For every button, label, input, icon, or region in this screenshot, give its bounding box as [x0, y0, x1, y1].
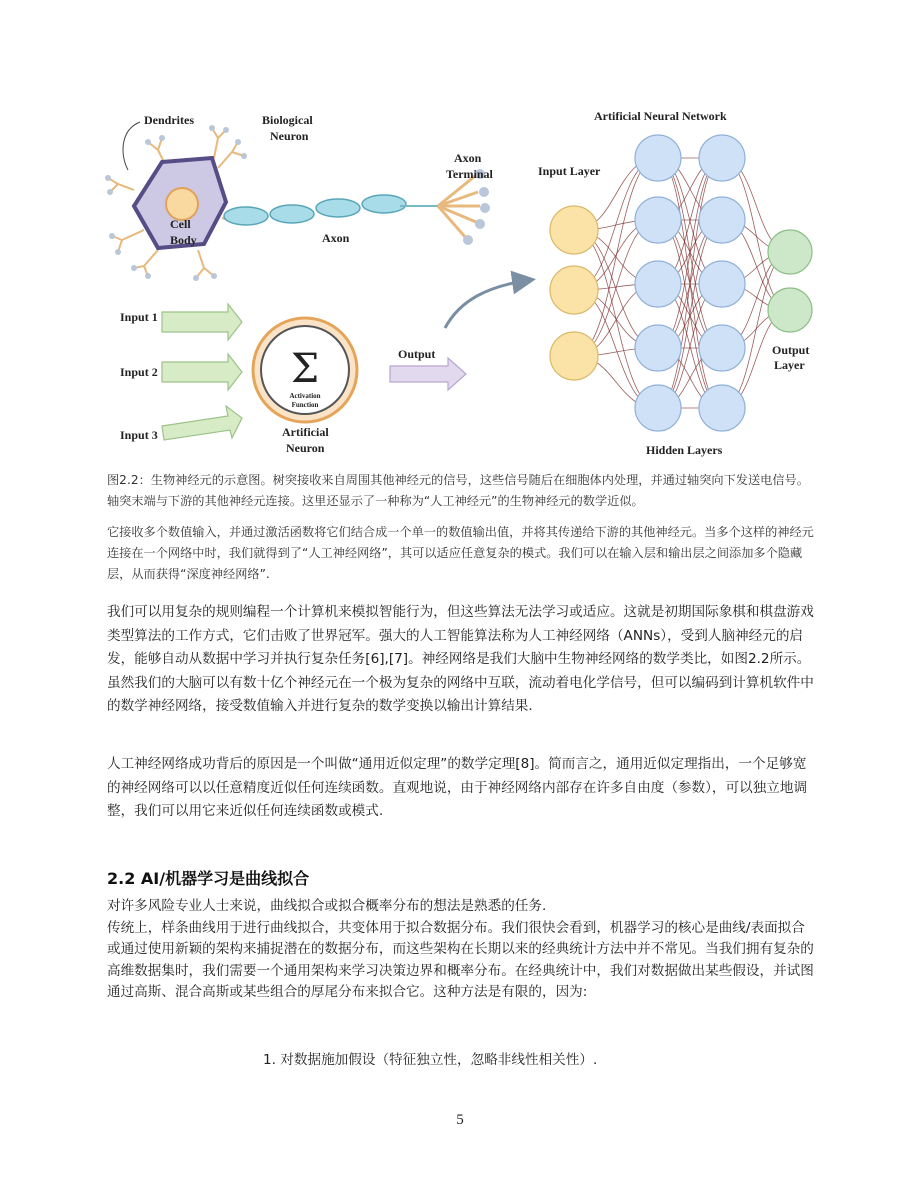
biological-neuron	[105, 113, 494, 281]
axon-segment	[224, 207, 268, 225]
hidden-node	[699, 135, 745, 181]
bio-title-1: Biological	[262, 113, 313, 127]
axon-terminal-label-2: Terminal	[446, 167, 493, 181]
curved-arrow	[445, 280, 530, 328]
axon-terminal-label-1: Axon	[454, 151, 482, 165]
output-layer-label-2: Layer	[774, 358, 805, 372]
section-heading: 2.2 AI/机器学习是曲线拟合	[107, 869, 310, 888]
paragraph-3	[107, 896, 815, 1004]
connections	[574, 158, 790, 408]
paragraph-1: 我们可以用复杂的规则编程一个计算机来模拟智能行为，但这些算法无法学习或适应。这就是初期国际象棋和棋盘游戏类型算法的工作方式，它们击败了世界冠军。强大的人工智能算法称为人工神经网络（ANNs），受到人脑神经元的启发，能够自动从数据中学习并执行复杂任务[6],[7]。神经网络是我们大脑中生物神经网络的数学类比，如图2.2所示。虽然我们的大脑可以有数十亿个神经元在一个极为复杂的网络中互联，流动着电化学信号，但可以编码到计算机软件中的数学神经网络，接受数值输入并进行复杂的数学变换以输出计算结果.	[107, 604, 814, 714]
neural-network	[538, 109, 812, 457]
caption-text: 图2.2：生物神经元的示意图。树突接收来自周围其他神经元的信号，这些信号随后在细胞体内处理，并通过轴突向下发送电信号。轴突末端与下游的其他神经元连接。这里还显示了一种称为“人工神经元”的生物神经元的数学近似。	[107, 473, 809, 508]
input-1-label: Input 1	[120, 310, 158, 324]
input-arrow-2	[162, 354, 242, 390]
neuron-diagram	[100, 100, 820, 465]
list-item: 1. 对数据施加假设（特征独立性，忽略非线性相关性）.	[263, 1052, 598, 1068]
bio-title-2: Neuron	[270, 129, 309, 143]
figure-caption	[107, 470, 817, 585]
hidden-node	[635, 135, 681, 181]
hidden-node	[699, 261, 745, 307]
cell-label-2: Body	[170, 233, 197, 247]
input-3-label: Input 3	[120, 428, 158, 442]
connection-line	[658, 158, 722, 348]
caption-text-2: 它接收多个数值输入，并通过激活函数将它们结合成一个单一的数值输出值，并将其传递给下游的其他神经元。当多个这样的神经元连接在一个网络中时，我们就得到了“人工神经网络”，其可以适应任意复杂的模式。我们可以在输入层和输出层之间添加多个隐藏层，从而获得“深度神经网络”.	[107, 525, 814, 581]
cell-label-1: Cell	[170, 217, 191, 231]
activation-label-2: Function	[291, 401, 319, 409]
neuron-figure	[100, 100, 820, 465]
hidden-node	[699, 197, 745, 243]
nucleus	[166, 188, 198, 220]
artificial-neuron-label-2: Neuron	[286, 441, 325, 455]
hidden-layers-label: Hidden Layers	[646, 443, 723, 457]
axon-segment	[270, 205, 314, 223]
nodes	[550, 135, 812, 431]
hidden-node	[635, 197, 681, 243]
input-arrow-3	[162, 406, 242, 440]
hidden-node	[699, 325, 745, 371]
activation-label-1: Activation	[289, 392, 321, 400]
page-number: 5	[456, 1112, 464, 1128]
artificial-neuron-label-1: Artificial	[282, 425, 329, 439]
hidden-node	[699, 385, 745, 431]
hidden-node	[635, 385, 681, 431]
output-layer-label-1: Output	[772, 343, 810, 357]
input-node	[550, 266, 598, 314]
artificial-neuron	[120, 280, 530, 455]
input-node	[550, 206, 598, 254]
paragraph-2: 人工神经网络成功背后的原因是一个叫做“通用近似定理”的数学定理[8]。简而言之，通用近似定理指出，一个足够宽的神经网络可以以任意精度近似任何连续函数。直观地说，由于神经网络内部存在许多自由度（参数），可以独立地调整，我们可以用它来近似任何连续函数或模式.	[107, 756, 808, 819]
paragraph-3-line-2: 传统上，样条曲线用于进行曲线拟合，共变体用于拟合数据分布。我们很快会看到，机器学习的核心是曲线/表面拟合或通过使用新颖的架构来捕捉潜在的数据分布，而这些架构在长期以来的经典统计方法中并不常见。当我们拥有复杂的高维数据集时，我们需要一个通用架构来学习决策边界和概率分布。在经典统计中，我们对数据做出某些假设，并试图通过高斯、混合高斯或某些组合的厚尾分布来拟合它。这种方法是有限的，因为:	[107, 919, 814, 1000]
sigma-symbol: Σ	[290, 346, 320, 392]
ann-title: Artificial Neural Network	[594, 109, 727, 123]
paragraph-3-line-1: 对许多风险专业人士来说，曲线拟合或拟合概率分布的想法是熟悉的任务.	[107, 898, 547, 914]
connection-line	[658, 220, 722, 408]
hidden-node	[635, 325, 681, 371]
axon-segment	[362, 195, 406, 213]
dendrites-label: Dendrites	[144, 113, 194, 127]
connection-line	[574, 158, 658, 356]
input-node	[550, 332, 598, 380]
input-2-label: Input 2	[120, 365, 158, 379]
output-arrow	[390, 358, 466, 390]
input-arrow-1	[162, 304, 242, 340]
input-layer-label: Input Layer	[538, 164, 601, 178]
axon-label: Axon	[322, 231, 350, 245]
hidden-node	[635, 261, 681, 307]
axon-segments	[224, 195, 406, 225]
output-node	[768, 230, 812, 274]
axon-segment	[316, 199, 360, 217]
output-node	[768, 288, 812, 332]
output-label: Output	[398, 347, 436, 361]
